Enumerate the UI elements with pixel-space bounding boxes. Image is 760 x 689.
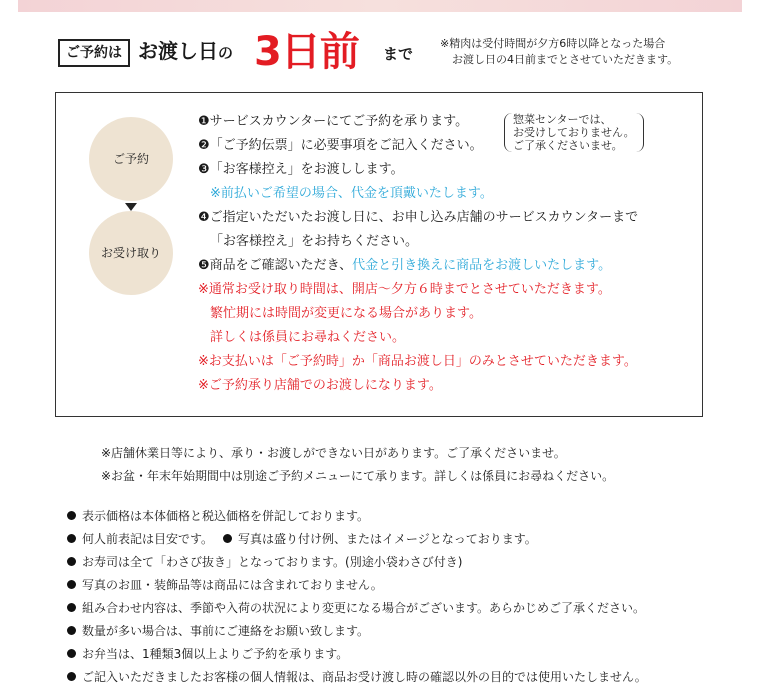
bullet-servings [67,528,647,551]
obon-newyear-note: ※お盆・年末年始期間中は別途ご予約メニューにて承ります。詳しくは係員にお尋ねください。 [101,469,615,483]
bullet-dishes-text: 写真のお皿・装飾品等は商品には含まれておりません。 [82,578,383,592]
delivery-word: お渡し日 [138,39,218,63]
arrow-down-icon [125,203,137,211]
particle-no: の [218,44,234,62]
step-5-highlight: 代金と引き換えに商品をお渡しいたします。 [352,258,612,273]
bullet-dot-icon [67,672,76,681]
bullet-dot-icon [67,626,76,635]
flow-steps [198,110,688,398]
bullet-sushi-text: お寿司は全て「わさび抜き」となっております。(別途小袋わさび付き) [82,555,463,569]
bullet-dot-icon [67,603,76,612]
meat-note-line2: お渡し日の4日前までとさせていただきます。 [452,53,679,66]
store-pickup-note: ※ご予約承り店舗でのお渡しになります。 [198,378,442,393]
meat-note [440,36,678,68]
delivery-day-text [138,36,233,68]
bullet-contents-text: 組み合わせ内容は、季節や入荷の状況により変更になる場合がございます。あらかじめご了承ください。 [82,601,646,615]
busy-season-note: 繁忙期には時間が変更になる場合があります。 [210,306,482,321]
reservation-header [58,29,748,80]
bullet-quantity [67,620,647,643]
bullet-price-text: 表示価格は本体価格と税込価格を併記しております。 [82,509,370,523]
bullet-dot-icon [223,534,232,543]
step-5-prefix: ❺商品をご確認いただき、 [198,258,353,273]
bullet-privacy-text: ご記入いただきましたお客様の個人情報は、商品お受け渡し時の確認以外の目的では使用いたしません。 [82,670,647,684]
reservation-flow-box [55,92,703,417]
deli-note-line1: 惣菜センターでは、 [513,113,612,126]
bullet-bento-text: お弁当は、1種類3個以上よりご予約を承ります。 [82,647,349,661]
step-3: ❸「お客様控え」をお渡しします。 [198,162,404,177]
deli-note-line3: ご了承くださいませ。 [513,139,623,152]
bullet-privacy [67,666,647,689]
bullet-contents [67,597,647,620]
deli-note-line2: お受けしておりません。 [513,126,635,139]
three-days-before: 3日前 [254,29,359,75]
bullet-photo-text: 写真は盛り付け例、またはイメージとなっております。 [238,532,537,546]
holiday-note: ※店舗休業日等により、承り・お渡しができない日があります。ご了承くださいませ。 [101,446,566,460]
bullet-dot-icon [67,580,76,589]
top-decorative-band [18,0,742,12]
pickup-time-note: ※通常お受け取り時間は、開店～夕方６時までとさせていただきます。 [198,282,611,297]
bullet-dot-icon [67,511,76,520]
step-5 [198,254,688,278]
made-text: まで [383,45,414,63]
step-4-line1: ❹ご指定いただいたお渡し日に、お申し込み店舗のサービスカウンターまで [198,210,639,225]
meat-note-line1: ※精肉は受付時間が夕方6時以降となった場合 [440,37,666,50]
pickup-circle: お受け取り [89,211,173,295]
bullet-price [67,505,647,528]
bullet-quantity-text: 数量が多い場合は、事前にご連絡をお願い致します。 [82,624,370,638]
bullet-dot-icon [67,534,76,543]
bullet-servings-text: 何人前表記は目安です。 [82,532,214,546]
reserve-label-box: ご予約は [58,39,130,67]
ask-staff-note: 詳しくは係員にお尋ねください。 [210,330,406,345]
step-2: ❷「ご予約伝票」に必要事項をご記入ください。 [198,138,483,153]
bullet-sushi [67,551,647,574]
payment-note: ※お支払いは「ご予約時」か「商品お渡し日」のみとさせていただきます。 [198,354,637,369]
store-notes [101,442,614,488]
reserve-circle: ご予約 [89,117,173,201]
step-3-prepay-note: ※前払いご希望の場合、代金を頂戴いたします。 [210,186,493,201]
step-1: ❶サービスカウンターにてご予約を承ります。 [198,114,469,129]
info-bullets [67,505,647,689]
bullet-bento [67,643,647,666]
bullet-dot-icon [67,649,76,658]
bullet-dot-icon [67,557,76,566]
bullet-dishes [67,574,647,597]
step-4-line2: 「お客様控え」をお持ちください。 [210,234,419,249]
